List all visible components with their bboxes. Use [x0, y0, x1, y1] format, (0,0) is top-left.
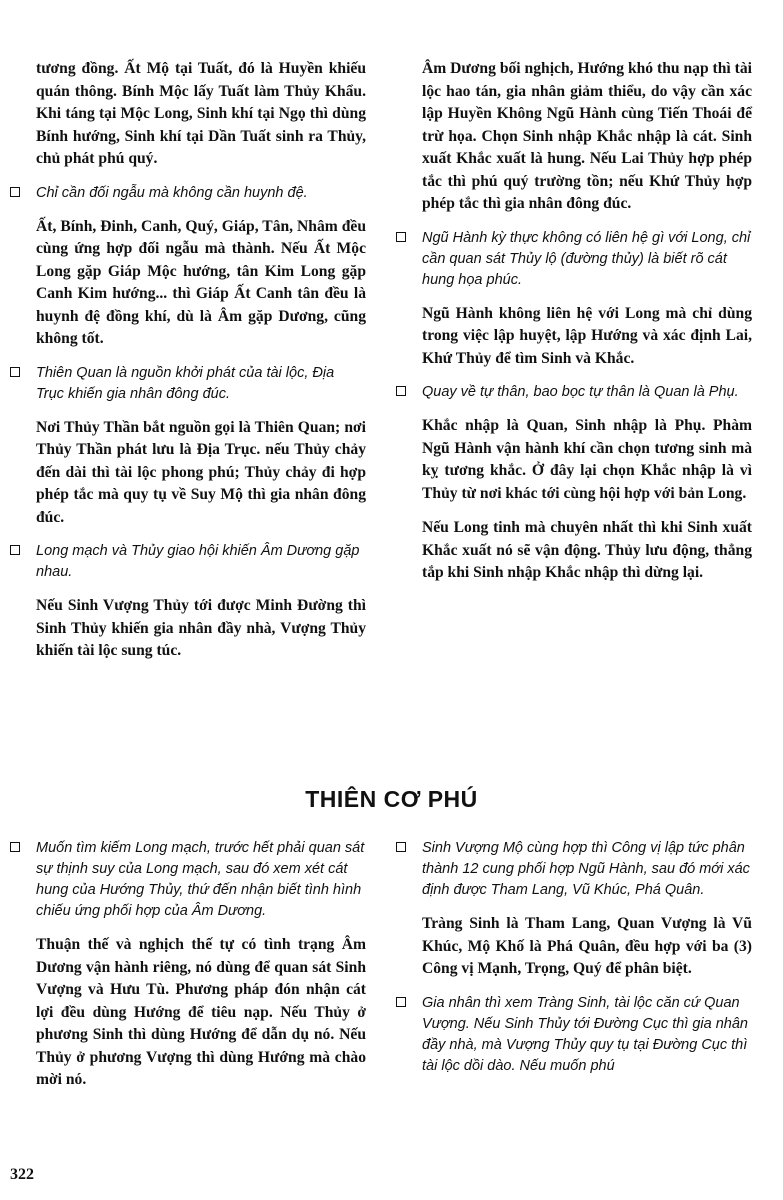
paragraph: Ngũ Hành không liên hệ với Long mà chỉ dùng trong việc lập huyệt, lập Hướng và xác định Lai, Khứ Thủy để tìm Sinh và Khắc. — [422, 304, 752, 367]
checkbox-bullet-icon — [10, 842, 20, 852]
italic-heading — [422, 993, 752, 1077]
checkbox-bullet-icon — [396, 842, 406, 852]
heading-text: Thiên Quan là nguồn khởi phát của tài lộc, Địa Trục khiến gia nhân đông đúc. — [36, 364, 335, 402]
checkbox-bullet-icon — [396, 232, 406, 242]
italic-heading — [422, 382, 752, 403]
paragraph: Âm Dương bối nghịch, Hướng khó thu nạp thì tài lộc hao tán, gia nhân giảm thiểu, do vậy cần xác lập Huyền Không Ngũ Hành cùng Tiến Thoái để trừ họa. Chọn Sinh nhập Khắc nhập là cát. Sinh xuất Khắc xuất là hung. Nếu Lai Thủy hợp phép tắc thì phú quý trường tồn; nếu Khứ Thủy hợp phép tắc thì gia nhân đông đúc. — [422, 60, 752, 212]
checkbox-bullet-icon — [10, 187, 20, 197]
italic-heading — [36, 363, 366, 405]
paragraph: Nếu Sinh Vượng Thủy tới được Minh Đường thì Sinh Thủy khiến gia nhân đầy nhà, Vượng Thủy khiến tài lộc sung túc. — [36, 597, 366, 659]
heading-text: Long mạch và Thủy giao hội khiến Âm Dương gặp nhau. — [36, 543, 360, 580]
page-number: 322 — [10, 1166, 34, 1183]
paragraph: Khắc nhập là Quan, Sinh nhập là Phụ. Phàm Ngũ Hành vận hành khí cần chọn tương sinh mà kỵ tương khắc. Ở đây lại chọn Khắc nhập là vì Thủy từ nơi khác tới cùng hội hợp với bản Long. — [422, 417, 752, 502]
heading-text: Quay về tự thân, bao bọc tự thân là Quan là Phụ. — [422, 384, 739, 400]
bottom-right-column — [422, 838, 752, 1089]
checkbox-bullet-icon — [396, 386, 406, 396]
paragraph: Thuận thế và nghịch thế tự có tình trạng Âm Dương vận hành riêng, nó dùng để quan sát Sinh Vượng và Hưu Tù. Phương pháp đón nhận cát lợi đều dùng Hướng để tiêu nạp. Nếu Thủy ở phương Sinh thì dùng Hướng để dẫn dụ nó. Nếu Thủy ở phương Vượng thì dùng Hướng mà chào mời nó. — [36, 936, 366, 1088]
italic-heading — [422, 228, 752, 291]
checkbox-bullet-icon — [396, 997, 406, 1007]
paragraph: Nơi Thủy Thần bắt nguồn gọi là Thiên Quan; nơi Thủy Thần phát lưu là Địa Trục. nếu Thủy chảy đến dài thì tài lộc phong phú; Thủy chảy đi hợp phép tắc mà quy tụ về Suy Mộ thì gia nhân đông đúc. — [36, 418, 366, 526]
top-left-column — [36, 58, 366, 675]
italic-heading — [36, 541, 366, 583]
italic-heading — [36, 183, 366, 204]
heading-text: Chỉ cần đối ngẫu mà không cần huynh đệ. — [36, 184, 308, 201]
italic-heading — [36, 838, 366, 922]
paragraph: Ất, Bính, Đinh, Canh, Quý, Giáp, Tân, Nhâm đều cùng ứng hợp đối ngẫu mà thành. Nếu Ất Mộc Long gặp Giáp Mộc hướng, tân Kim Long gặp Canh Kim hướng... thì Giáp Ất Canh tân đều là huynh đệ đồng khí, dù là Âm gặp Dương, cũng không tốt. — [36, 217, 366, 347]
checkbox-bullet-icon — [10, 545, 20, 555]
checkbox-bullet-icon — [10, 367, 20, 377]
italic-heading — [422, 838, 752, 901]
heading-text: Sinh Vượng Mộ cùng hợp thì Công vị lập tức phân thành 12 cung phối hợp Ngũ Hành, sau đó mới xác định được Tham Lang, Vũ Khúc, Phá Quân. — [422, 840, 750, 898]
bottom-left-column — [36, 838, 366, 1104]
heading-text: Muốn tìm kiếm Long mạch, trước hết phải quan sát sự thịnh suy của Long mạch, sau đó xem xét cát hung của Hướng Thủy, thứ đến nhận biết tình hình chiếu ứng phối hợp của Âm Dương. — [36, 840, 365, 919]
section-title: THIÊN CƠ PHÚ — [305, 786, 478, 812]
top-right-column — [422, 58, 752, 597]
paragraph: tương đồng. Ất Mộ tại Tuất, đó là Huyền khiếu quán thông. Bính Mộc lấy Tuất làm Thủy Khẩu. Khi táng tại Mộc Long, Sinh khí tại Ngọ thì dùng Bính hướng, Sinh khí tại Dần Tuất sinh ra Thủy, chủ phát phú quý. — [36, 60, 366, 167]
paragraph: Nếu Long tinh mà chuyên nhất thì khi Sinh xuất Khắc xuất nó sẽ vận động. Thủy lưu động, thẳng tắp khi Sinh nhập Khắc nhập thì dừng lại. — [422, 519, 752, 581]
paragraph: Tràng Sinh là Tham Lang, Quan Vượng là Vũ Khúc, Mộ Khố là Phá Quân, đều hợp với ba (3) Công vị Mạnh, Trọng, Quý để phân biệt. — [422, 915, 752, 977]
heading-text: Ngũ Hành kỳ thực không có liên hệ gì với Long, chỉ cần quan sát Thủy lộ (đường thủy) là biết rõ cát hung họa phúc. — [422, 229, 751, 288]
heading-text: Gia nhân thì xem Tràng Sinh, tài lộc căn cứ Quan Vượng. Nếu Sinh Thủy tới Đường Cục thì gia nhân đầy nhà, mà Vượng Thủy quy tụ tại Đường Cục thì tài lộc dồi dào. Nếu muốn phú — [422, 994, 748, 1074]
